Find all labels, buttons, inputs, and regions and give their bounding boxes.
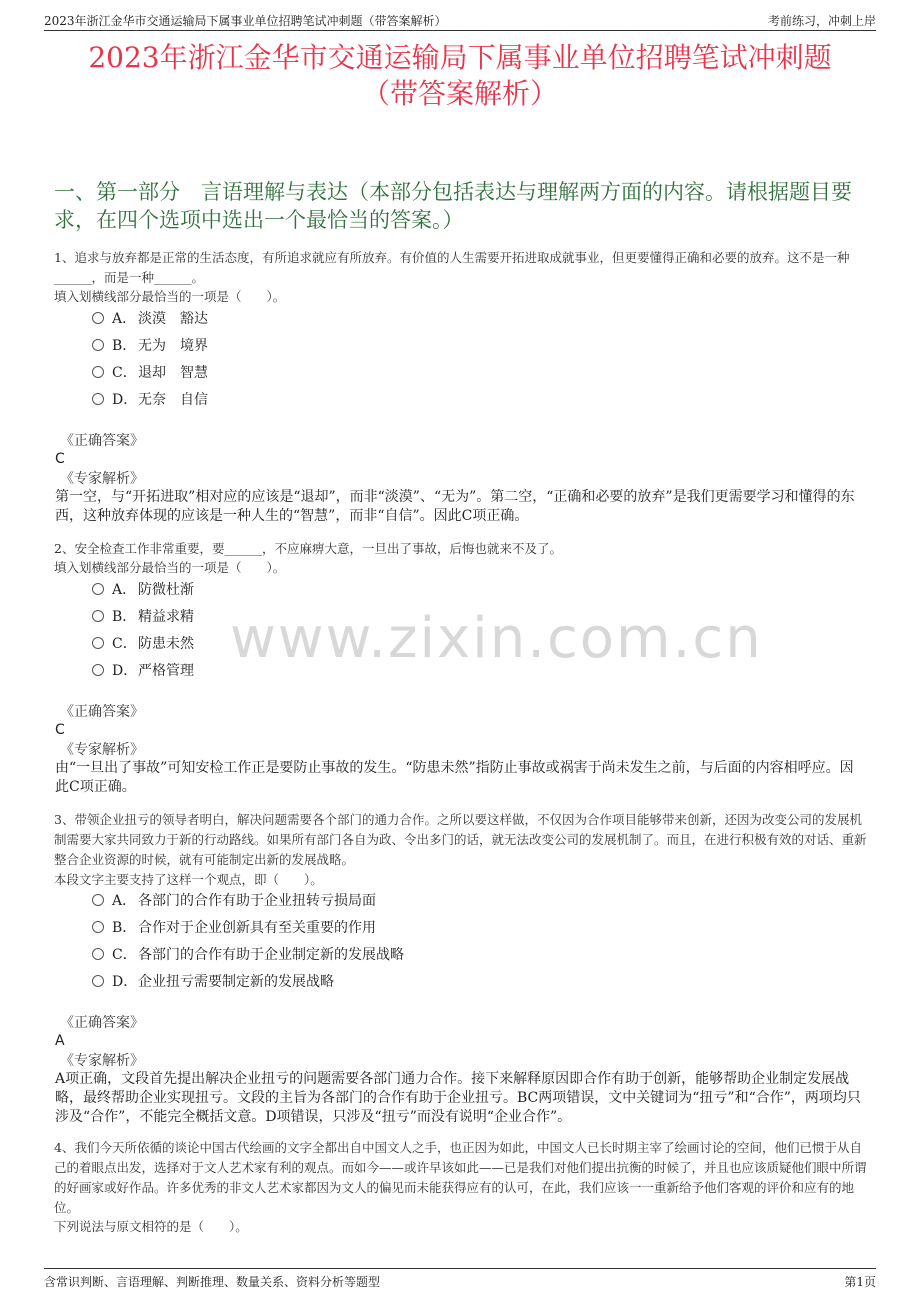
page-title [0,40,920,112]
radio-icon[interactable] [92,583,104,595]
question-1-analysis-label: 《专家解析》 [60,471,144,487]
section-heading: 一、第一部分 言语理解与表达（本部分包括表达与理解两方面的内容。请根据题目要求，在四个选项中选出一个最恰当的答案。） [54,180,852,232]
footer-page-number: 第1页 [844,1275,876,1289]
radio-icon[interactable] [92,894,104,906]
question-1-option-c[interactable]: C．退却 智慧 [92,363,208,383]
page-footer [44,1268,876,1289]
question-3-stem: 3、带领企业扭亏的领导者明白，解决问题需要各个部门的通力合作。之所以要这样做，不仅因为合作项目能够带来创新，还因为改变公司的发展机制需要大家共同致力于新的行动路线。如果所有部门各自为政、令出多门的话，就无法改变公司的发展机制了。而且，在进行积极有效的对话、重新整合企业资源的时候，就有可能制定出新的发展战略。 [54,812,867,867]
question-2-answer-label: 《正确答案》 [60,704,144,720]
question-1-option-a[interactable]: A． 淡漠 豁达 [92,309,208,329]
question-1-answer: C [55,451,65,467]
footer-question-types: 含常识判断、言语理解、判断推理、数量关系、资料分析等题型 [44,1275,381,1289]
question-2-answer: C [55,722,65,738]
radio-icon[interactable] [92,366,104,378]
question-2-stem: 2、安全检查工作非常重要，要______，不应麻痹大意，一旦出了事故，后悔也就来不及了。 [54,541,562,556]
question-2-option-c[interactable]: C．防患未然 [92,634,194,654]
question-3-answer: A [55,1033,65,1049]
question-2-option-b[interactable]: B． 精益求精 [92,607,194,627]
question-1-stem: 1、追求与放弃都是正常的生活态度，有所追求就应有所放弃。有价值的人生需要开拓进取成就事业，但更要懂得正确和必要的放弃。这不是一种______，而是一种______。 [54,250,850,285]
radio-icon[interactable] [92,948,104,960]
question-3-answer-label: 《正确答案》 [60,1015,144,1031]
question-1-prompt: 填入划横线部分最恰当的一项是（ ）。 [54,289,286,304]
radio-icon[interactable] [92,664,104,676]
radio-icon[interactable] [92,637,104,649]
question-2-option-a[interactable]: A． 防微杜渐 [92,580,194,600]
radio-icon[interactable] [92,921,104,933]
question-3-option-a[interactable]: A． 各部门的合作有助于企业扭转亏损局面 [92,891,376,911]
radio-icon[interactable] [92,312,104,324]
radio-icon[interactable] [92,393,104,405]
question-3-option-b[interactable]: B． 合作对于企业创新具有至关重要的作用 [92,918,376,938]
question-1-option-b[interactable]: B． 无为 境界 [92,336,208,356]
question-3-prompt: 本段文字主要支持了这样一个观点，即（ ）。 [54,872,323,887]
question-3-analysis-label: 《专家解析》 [60,1053,144,1069]
question-1-answer-label: 《正确答案》 [60,433,144,449]
question-2-analysis: 由“一旦出了事故”可知安检工作正是要防止事故的发生。“防患未然”指防止事故或祸害于尚未发生之前，与后面的内容相呼应。因此C项正确。 [55,760,854,795]
question-3-analysis: A项正确，文段首先提出解决企业扭亏的问题需要各部门通力合作。接下来解释原因即合作有助于创新，能够帮助企业制定发展战略，最终帮助企业实现扭亏。文段的主旨为各部门的合作有助于企业扭亏。BC两项错误，文中关键词为“扭亏”和“合作”，两项均只涉及“合作”，不能完全概括文意。D项错误，只涉及“扭亏”而没有说明“企业合作”。 [55,1071,861,1125]
question-4-prompt: 下列说法与原文相符的是（ ）。 [54,1219,248,1234]
radio-icon[interactable] [92,610,104,622]
question-2-prompt: 填入划横线部分最恰当的一项是（ ）。 [54,560,286,575]
question-2-analysis-label: 《专家解析》 [60,742,144,758]
question-2-option-d[interactable]: D．严格管理 [92,661,194,681]
header-slogan: 考前练习，冲刺上岸 [767,14,876,28]
title-line-1: 2023年浙江金华市交通运输局下属事业单位招聘笔试冲刺题 [88,41,832,74]
radio-icon[interactable] [92,339,104,351]
header-doc-title: 2023年浙江金华市交通运输局下属事业单位招聘笔试冲刺题（带答案解析） [44,14,447,28]
radio-icon[interactable] [92,975,104,987]
question-3-option-c[interactable]: C．各部门的合作有助于企业制定新的发展战略 [92,945,404,965]
title-line-2: （带答案解析） [361,77,558,110]
question-1-option-d[interactable]: D．无奈 自信 [92,390,208,410]
page-header [44,10,876,31]
question-4-stem: 4、我们今天所依循的谈论中国古代绘画的文字全都出自中国文人之手，也正因为如此，中国文人已长时期主宰了绘画讨论的空间，他们已惯于从自己的着眼点出发，选择对于文人艺术家有利的观点。而如今——或许早该如此——已是我们对他们提出抗衡的时候了，并且也应该质疑他们眼中所谓的好画家或好作品。许多优秀的非文人艺术家都因为文人的偏见而未能获得应有的认可，在此，我们应该一一重新给予他们客观的评价和应有的地位。 [54,1140,867,1215]
question-1-analysis: 第一空，与“开拓进取”相对应的应该是“退却”，而非“淡漠”、“无为”。第二空，“正确和必要的放弃”是我们更需要学习和懂得的东西，这种放弃体现的应该是一种人生的“智慧”，而非“自信”。因此C项正确。 [55,489,855,524]
watermark: www.zixin.com.cn [230,606,763,671]
question-3-option-d[interactable]: D．企业扭亏需要制定新的发展战略 [92,972,334,992]
